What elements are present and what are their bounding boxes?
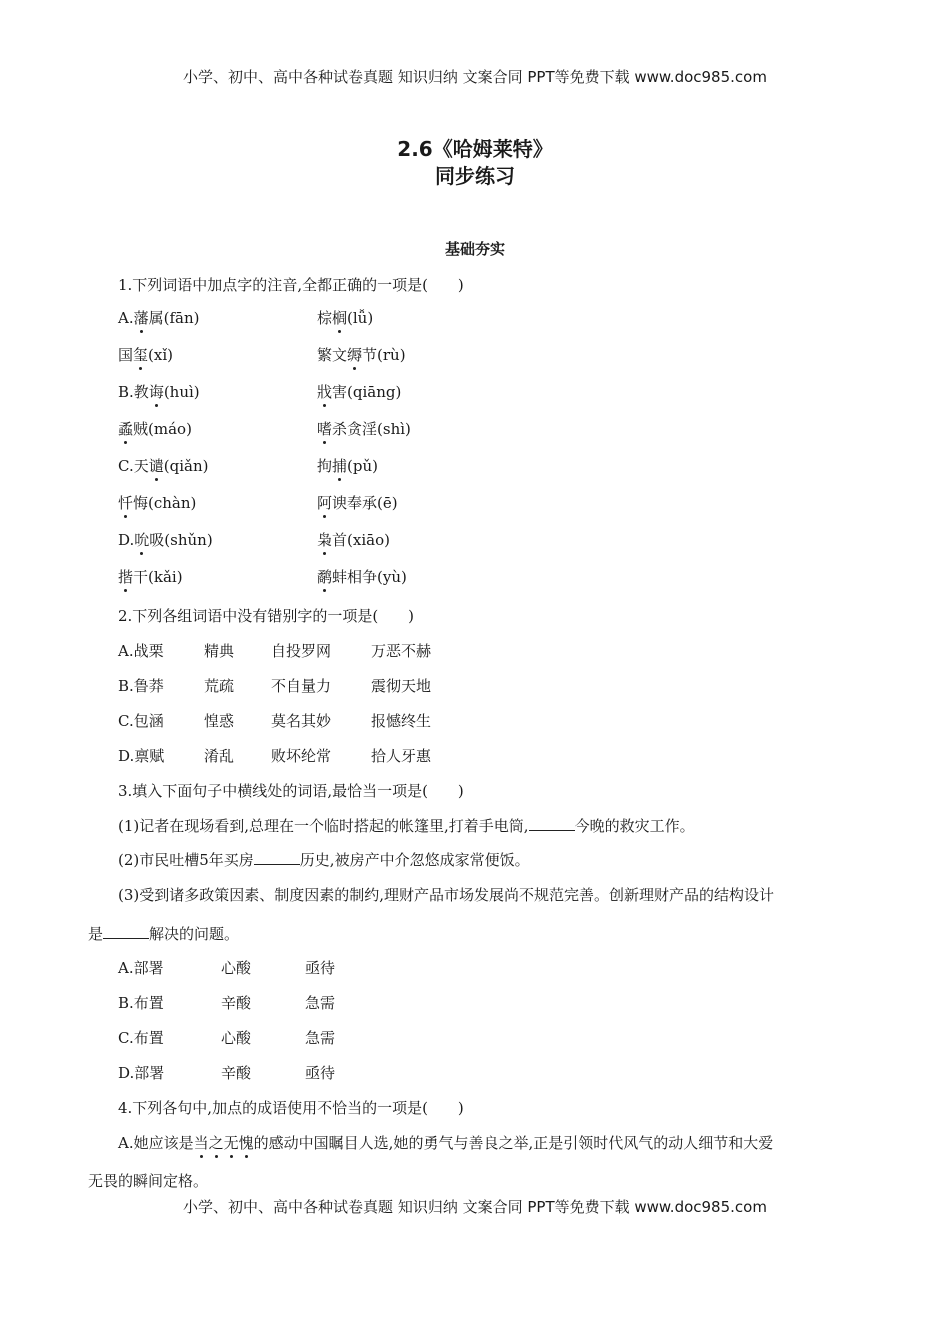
q4-stem: 4.下列各句中,加点的成语使用不恰当的一项是( ): [118, 1099, 464, 1117]
q2-option-c-2: 惶惑: [204, 712, 235, 730]
q3-stem: 3.填入下面句子中横线处的词语,最恰当一项是( ): [118, 782, 464, 800]
page-subtitle: 同步练习: [435, 164, 515, 188]
q2-stem: 2.下列各组词语中没有错别字的一项是( ): [118, 607, 415, 625]
q3-option-a-3: 亟待: [305, 959, 336, 977]
q2-option-d-3: 败坏纶常: [271, 747, 332, 765]
q2-option-d-4: 拾人牙惠: [371, 747, 432, 765]
page-title: 2.6《哈姆莱特》: [397, 137, 553, 161]
q2-option-a-2: 精典: [204, 642, 235, 660]
q1-option-a-item4: 繁文缛节(rù): [317, 346, 406, 364]
q1-option-d-item4: 鹬蚌相争(yù): [317, 568, 407, 586]
q3-option-d-2: 辛酸: [221, 1064, 252, 1082]
q3-sentence-3: (3)受到诸多政策因素、制度因素的制约,理财产品市场发展尚不规范完善。创新理财产品的结构设计: [118, 886, 775, 904]
q3-option-a-2: 心酸: [221, 959, 252, 977]
q2-option-b-3: 不自量力: [271, 677, 332, 695]
q3-option-b-2: 辛酸: [221, 994, 252, 1012]
q1-option-a-item3: 国玺(xǐ): [118, 346, 173, 364]
q3-option-b-3: 急需: [305, 994, 336, 1012]
q2-option-a-3: 自投罗网: [271, 642, 332, 660]
q1-option-b-item2: 戕害(qiāng): [317, 383, 402, 401]
q2-option-a-1: A.战栗: [118, 642, 164, 660]
q4-option-a: A.她应该是当之无愧的感动中国瞩目人选,她的勇气与善良之举,正是引领时代风气的动人细节和大爱: [118, 1134, 774, 1152]
q2-option-c-1: C.包涵: [118, 712, 164, 730]
q3-option-c-3: 急需: [305, 1029, 336, 1047]
q1-option-c-item3: 忏悔(chàn): [118, 494, 197, 512]
q1-option-b-item1: B.教诲(huì): [118, 383, 200, 401]
q2-option-b-1: B.鲁莽: [118, 677, 164, 695]
q3-blank-1: [529, 816, 575, 831]
q3-option-d-1: D.部署: [118, 1064, 165, 1082]
q2-option-a-4: 万恶不赫: [371, 642, 432, 660]
q3-sentence-2: (2)市民吐槽5年买房 历史,被房产中介忽悠成家常便饭。: [118, 851, 530, 869]
q1-option-a-item1: A.藩属(fān): [118, 309, 200, 327]
q3-option-c-1: C.布置: [118, 1029, 164, 1047]
section-title: 基础夯实: [444, 240, 505, 258]
q1-option-b-item4: 嗜杀贪淫(shì): [317, 420, 411, 438]
q3-sentence-3-cont: 是 解决的问题。: [88, 925, 240, 943]
q2-option-c-3: 莫名其妙: [271, 712, 332, 730]
q3-option-d-3: 亟待: [305, 1064, 336, 1082]
q1-option-a-item2: 棕榈(lǚ): [317, 309, 374, 327]
q3-sentence-1: (1)记者在现场看到,总理在一个临时搭起的帐篷里,打着手电筒, 今晚的救灾工作。: [118, 817, 695, 835]
q1-option-c-item1: C.天谴(qiǎn): [118, 457, 209, 475]
footer-banner: 小学、初中、高中各种试卷真题 知识归纳 文案合同 PPT等免费下载 www.doc985.com: [183, 1198, 767, 1216]
q3-blank-3: [103, 924, 149, 939]
q1-stem: 1.下列词语中加点字的注音,全都正确的一项是( ): [118, 276, 464, 294]
q3-option-a-1: A.部署: [118, 959, 164, 977]
q2-option-d-2: 淆乱: [204, 747, 235, 765]
q2-option-b-4: 震彻天地: [371, 677, 432, 695]
q2-option-d-1: D.禀赋: [118, 747, 165, 765]
q3-option-b-1: B.布置: [118, 994, 164, 1012]
q1-option-d-item2: 枭首(xiāo): [317, 531, 390, 549]
header-banner: 小学、初中、高中各种试卷真题 知识归纳 文案合同 PPT等免费下载 www.doc985.com: [183, 68, 767, 86]
q3-option-c-2: 心酸: [221, 1029, 252, 1047]
q1-option-d-item3: 揩干(kǎi): [118, 568, 183, 586]
q1-option-c-item4: 阿谀奉承(ē): [317, 494, 398, 512]
q2-option-b-2: 荒疏: [204, 677, 235, 695]
q1-option-b-item3: 蟊贼(máo): [118, 420, 192, 438]
q3-blank-2: [254, 850, 300, 865]
q4-option-a-cont: 无畏的瞬间定格。: [88, 1172, 209, 1190]
q1-option-c-item2: 拘捕(pǔ): [317, 457, 378, 475]
q1-option-d-item1: D.吮吸(shǔn): [118, 531, 213, 549]
q2-option-c-4: 报憾终生: [371, 712, 432, 730]
